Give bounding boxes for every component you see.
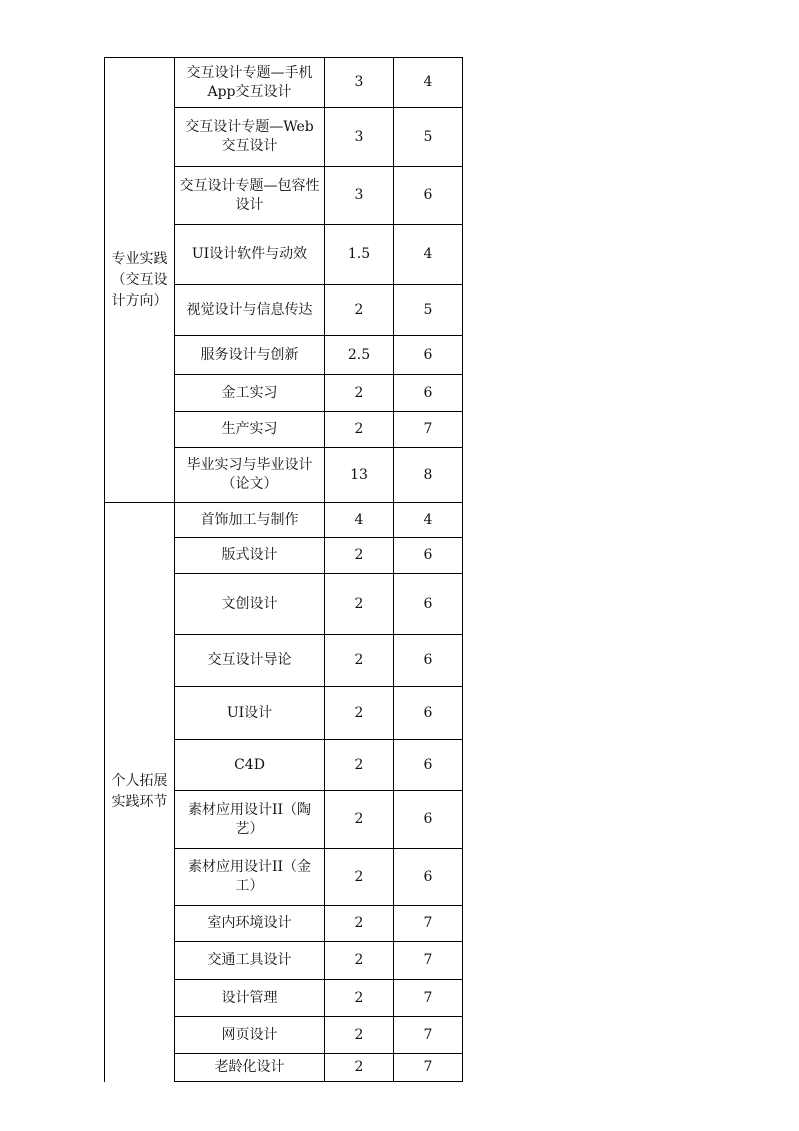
course-credit: 2 xyxy=(325,942,394,980)
course-credit: 2 xyxy=(325,574,394,635)
course-credit: 2 xyxy=(325,1017,394,1054)
course-semester: 4 xyxy=(394,225,463,285)
category-cell: 专业实践（交互设计方向） xyxy=(105,58,175,503)
course-name: 交互设计专题—包容性设计 xyxy=(175,167,325,225)
course-name: 交互设计专题—Web交互设计 xyxy=(175,108,325,167)
course-credit: 2 xyxy=(325,791,394,849)
course-credit: 2 xyxy=(325,740,394,791)
course-credit: 2 xyxy=(325,849,394,906)
course-name: 生产实习 xyxy=(175,412,325,448)
course-name: 文创设计 xyxy=(175,574,325,635)
course-table-body xyxy=(105,58,463,1082)
course-credit: 2 xyxy=(325,285,394,336)
course-name: 交通工具设计 xyxy=(175,942,325,980)
course-semester: 6 xyxy=(394,687,463,740)
course-semester: 6 xyxy=(394,574,463,635)
course-credit: 2 xyxy=(325,635,394,687)
course-name: C4D xyxy=(175,740,325,791)
course-semester: 8 xyxy=(394,448,463,503)
course-semester: 4 xyxy=(394,503,463,538)
course-semester: 5 xyxy=(394,108,463,167)
course-credit: 13 xyxy=(325,448,394,503)
course-semester: 7 xyxy=(394,412,463,448)
course-name: 交互设计导论 xyxy=(175,635,325,687)
course-semester: 6 xyxy=(394,740,463,791)
course-credit: 2 xyxy=(325,980,394,1017)
course-name: 金工实习 xyxy=(175,375,325,412)
course-credit: 1.5 xyxy=(325,225,394,285)
course-semester: 5 xyxy=(394,285,463,336)
table-row xyxy=(105,503,463,538)
course-name: 素材应用设计II（金工） xyxy=(175,849,325,906)
course-table xyxy=(104,57,463,1082)
course-name: 版式设计 xyxy=(175,538,325,574)
course-name: 首饰加工与制作 xyxy=(175,503,325,538)
course-name: UI设计 xyxy=(175,687,325,740)
course-name: 室内环境设计 xyxy=(175,906,325,942)
course-credit: 2.5 xyxy=(325,336,394,375)
course-semester: 7 xyxy=(394,1054,463,1082)
course-name: 网页设计 xyxy=(175,1017,325,1054)
course-credit: 2 xyxy=(325,375,394,412)
course-semester: 6 xyxy=(394,375,463,412)
course-credit: 2 xyxy=(325,906,394,942)
course-semester: 7 xyxy=(394,1017,463,1054)
course-credit: 3 xyxy=(325,58,394,108)
category-cell: 个人拓展实践环节 xyxy=(105,503,175,1082)
course-credit: 2 xyxy=(325,1054,394,1082)
course-credit: 2 xyxy=(325,412,394,448)
course-credit: 2 xyxy=(325,538,394,574)
course-semester: 7 xyxy=(394,906,463,942)
table-row xyxy=(105,58,463,108)
course-name: 老龄化设计 xyxy=(175,1054,325,1082)
course-name: 交互设计专题—手机App交互设计 xyxy=(175,58,325,108)
course-name: 毕业实习与毕业设计（论文） xyxy=(175,448,325,503)
course-name: 素材应用设计II（陶艺） xyxy=(175,791,325,849)
course-semester: 7 xyxy=(394,980,463,1017)
course-semester: 6 xyxy=(394,167,463,225)
course-credit: 3 xyxy=(325,167,394,225)
course-semester: 6 xyxy=(394,635,463,687)
course-semester: 6 xyxy=(394,791,463,849)
course-credit: 3 xyxy=(325,108,394,167)
course-name: 视觉设计与信息传达 xyxy=(175,285,325,336)
course-semester: 6 xyxy=(394,538,463,574)
course-name: 设计管理 xyxy=(175,980,325,1017)
course-name: UI设计软件与动效 xyxy=(175,225,325,285)
course-semester: 7 xyxy=(394,942,463,980)
course-credit: 2 xyxy=(325,687,394,740)
course-semester: 6 xyxy=(394,849,463,906)
course-credit: 4 xyxy=(325,503,394,538)
course-semester: 4 xyxy=(394,58,463,108)
course-semester: 6 xyxy=(394,336,463,375)
course-name: 服务设计与创新 xyxy=(175,336,325,375)
